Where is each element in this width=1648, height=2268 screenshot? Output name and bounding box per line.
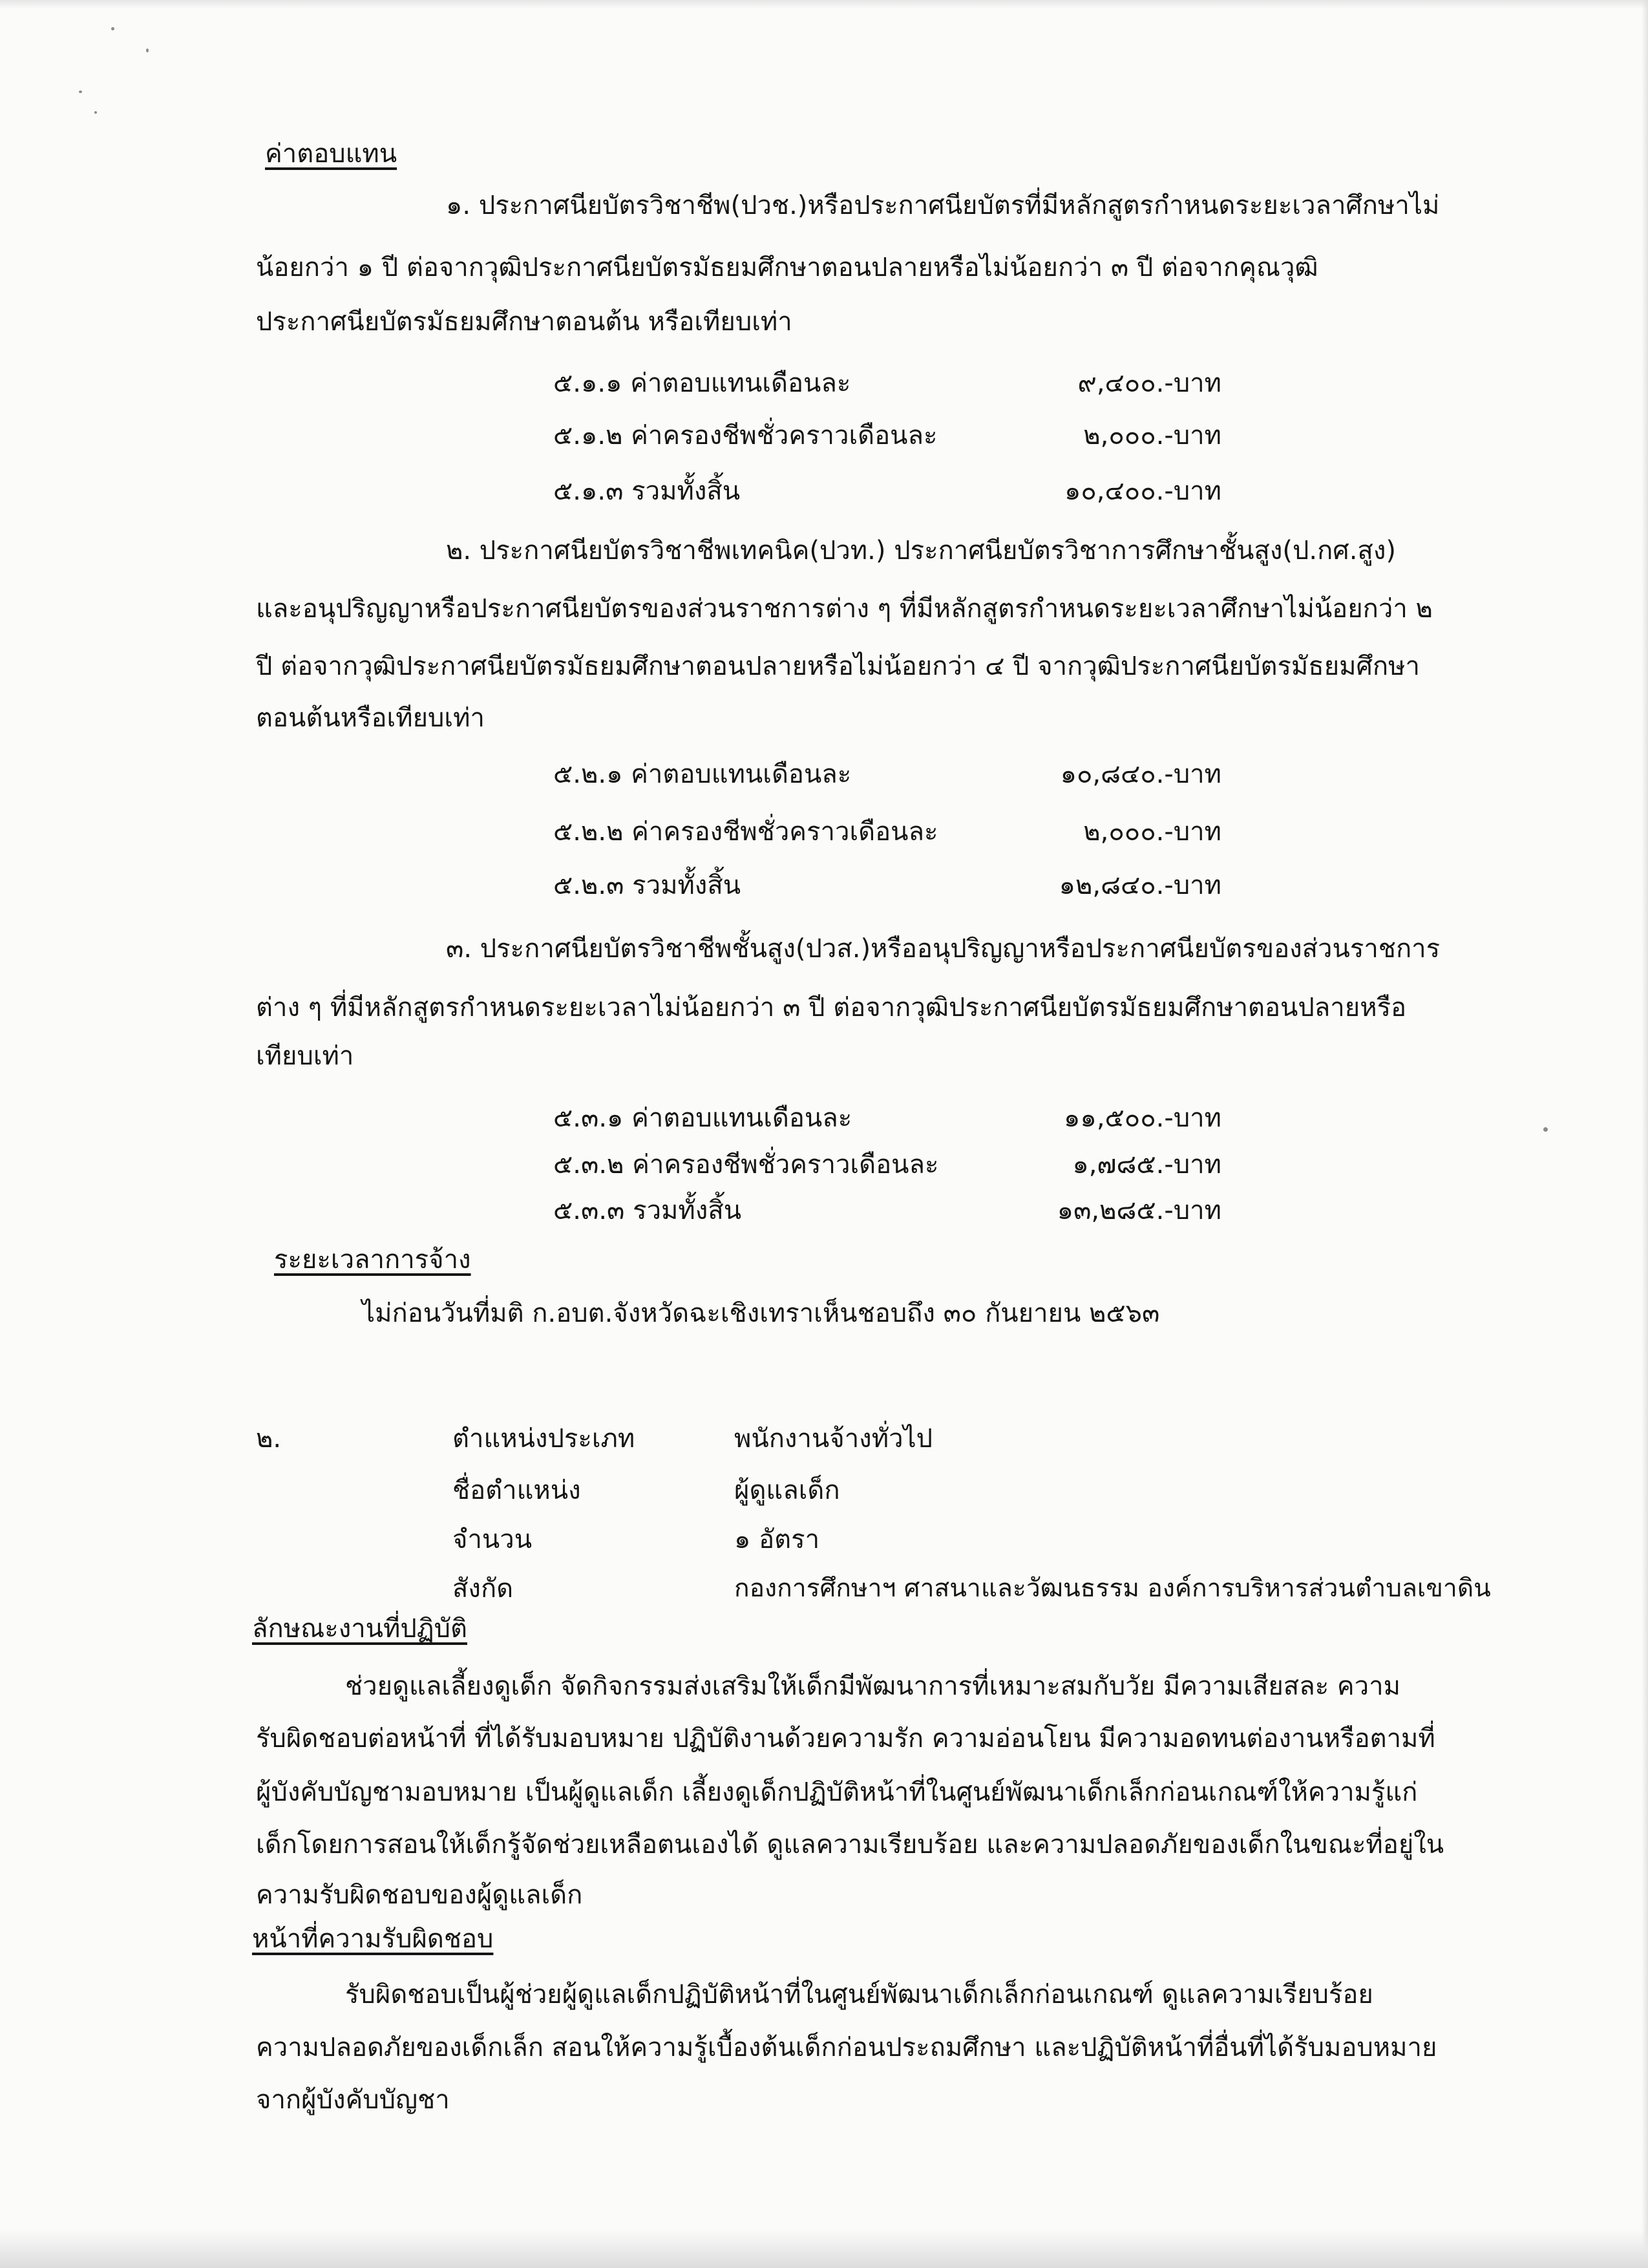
responsibilities-line: จากผู้บังคับบัญชา <box>256 2085 450 2115</box>
scan-speck <box>94 111 97 114</box>
item1-line1: ๑. ประกาศนียบัตรวิชาชีพ(ปวช.)หรือประกาศนียบัตรที่มีหลักสูตรกำหนดระยะเวลาศึกษาไม่ <box>446 191 1440 220</box>
pay-row-amount: ๒,๐๐๐.-บาท <box>1083 817 1221 847</box>
pay-row-amount: ๑๒,๘๔๐.-บาท <box>1059 871 1221 900</box>
position-number: ๒. <box>256 1424 282 1454</box>
scan-edge-top <box>0 0 1648 9</box>
pay-row-label: ๕.๒.๓ รวมทั้งสิ้น <box>553 871 741 900</box>
item2-line3: ปี ต่อจากวุฒิประกาศนียบัตรมัธยมศึกษาตอนปลายหรือไม่น้อยกว่า ๔ ปี จากวุฒิประกาศนียบัตรมัธยมศึกษา <box>256 652 1420 681</box>
pay-row-label: ๕.๑.๓ รวมทั้งสิ้น <box>553 476 741 506</box>
position-field-value: พนักงานจ้างทั่วไป <box>734 1424 933 1454</box>
pay-row-label: ๕.๓.๑ ค่าตอบแทนเดือนละ <box>553 1103 852 1133</box>
job-characteristics-line: ความรับผิดชอบของผู้ดูแลเด็ก <box>256 1880 583 1910</box>
pay-row-amount: ๑๐,๘๔๐.-บาท <box>1060 759 1221 789</box>
pay-row-amount: ๑๑,๕๐๐.-บาท <box>1064 1103 1221 1133</box>
position-field-value: กองการศึกษาฯ ศาสนาและวัฒนธรรม องค์การบริหารส่วนตำบลเขาดิน <box>734 1574 1491 1603</box>
position-field-label: สังกัด <box>452 1574 514 1604</box>
job-characteristics-line: เด็กโดยการสอนให้เด็กรู้จัดช่วยเหลือตนเองได้ ดูแลความเรียบร้อย และความปลอดภัยของเด็กในขณะที่อยู่ใน <box>256 1830 1444 1860</box>
heading-job-characteristics: ลักษณะงานที่ปฏิบัติ <box>252 1614 468 1644</box>
pay-row-amount: ๑๐,๔๐๐.-บาท <box>1064 476 1221 506</box>
position-field-label: ตำแหน่งประเภท <box>452 1424 635 1454</box>
pay-row-amount: ๑,๗๘๕.-บาท <box>1072 1150 1221 1180</box>
pay-row-label: ๕.๒.๒ ค่าครองชีพชั่วคราวเดือนละ <box>553 817 938 847</box>
job-characteristics-line: ผู้บังคับบัญชามอบหมาย เป็นผู้ดูแลเด็ก เลี้ยงดูเด็กปฏิบัติหน้าที่ในศูนย์พัฒนาเด็กเล็กก่อนเกณฑ์ให้ความรู้แก่ <box>256 1777 1418 1807</box>
scan-edge-bottom <box>0 2229 1648 2268</box>
position-field-value: ผู้ดูแลเด็ก <box>734 1476 840 1505</box>
item2-line1: ๒. ประกาศนียบัตรวิชาชีพเทคนิค(ปวท.) ประกาศนียบัตรวิชาการศึกษาชั้นสูง(ป.กศ.สูง) <box>446 536 1396 566</box>
item1-line3: ประกาศนียบัตรมัธยมศึกษาตอนต้น หรือเทียบเท่า <box>256 307 792 337</box>
item2-line4: ตอนต้นหรือเทียบเท่า <box>256 703 485 733</box>
position-field-label: จำนวน <box>452 1525 533 1554</box>
item2-line2: และอนุปริญญาหรือประกาศนียบัตรของส่วนราชการต่าง ๆ ที่มีหลักสูตรกำหนดระยะเวลาศึกษาไม่น้อยกว่า ๒ <box>256 594 1433 624</box>
employment-period-text: ไม่ก่อนวันที่มติ ก.อบต.จังหวัดฉะเชิงเทราเห็นชอบถึง ๓๐ กันยายน ๒๕๖๓ <box>362 1298 1160 1328</box>
pay-row-label: ๕.๑.๑ ค่าตอบแทนเดือนละ <box>553 368 851 398</box>
item1-line2: น้อยกว่า ๑ ปี ต่อจากวุฒิประกาศนียบัตรมัธยมศึกษาตอนปลายหรือไม่น้อยกว่า ๓ ปี ต่อจากคุณวุฒิ <box>256 253 1318 282</box>
responsibilities-line: รับผิดชอบเป็นผู้ช่วยผู้ดูแลเด็กปฏิบัติหน้าที่ในศูนย์พัฒนาเด็กเล็กก่อนเกณฑ์ ดูแลความเรียบร้อย <box>345 1980 1373 2009</box>
pay-row-amount: ๒,๐๐๐.-บาท <box>1083 421 1221 450</box>
item3-line2: ต่าง ๆ ที่มีหลักสูตรกำหนดระยะเวลาไม่น้อยกว่า ๓ ปี ต่อจากวุฒิประกาศนียบัตรมัธยมศึกษาตอนปลายหรือ <box>256 993 1407 1023</box>
job-characteristics-line: ช่วยดูแลเลี้ยงดูเด็ก จัดกิจกรรมส่งเสริมให้เด็กมีพัฒนาการที่เหมาะสมกับวัย มีความเสียสละ ความ <box>345 1671 1400 1701</box>
scan-speck <box>79 90 82 93</box>
pay-row-label: ๕.๑.๒ ค่าครองชีพชั่วคราวเดือนละ <box>553 421 938 450</box>
heading-compensation: ค่าตอบแทน <box>265 139 397 169</box>
responsibilities-line: ความปลอดภัยของเด็กเล็ก สอนให้ความรู้เบื้องต้นเด็กก่อนประถมศึกษา และปฏิบัติหน้าที่อื่นที่ได้รับมอบหมาย <box>256 2033 1437 2062</box>
scan-speck <box>1543 1127 1548 1132</box>
position-field-value: ๑ อัตรา <box>734 1525 820 1554</box>
job-characteristics-line: รับผิดชอบต่อหน้าที่ ที่ได้รับมอบหมาย ปฏิบัติงานด้วยความรัก ความอ่อนโยน มีความอดทนต่องานหรือตามที่ <box>256 1724 1435 1754</box>
pay-row-amount: ๑๓,๒๘๕.-บาท <box>1057 1196 1221 1225</box>
heading-responsibilities: หน้าที่ความรับผิดชอบ <box>252 1924 494 1954</box>
scan-speck <box>111 27 114 30</box>
position-field-label: ชื่อตำแหน่ง <box>452 1476 581 1505</box>
pay-row-label: ๕.๓.๒ ค่าครองชีพชั่วคราวเดือนละ <box>553 1150 939 1180</box>
pay-row-amount: ๙,๔๐๐.-บาท <box>1077 368 1221 398</box>
scan-edge-right <box>1642 0 1648 2268</box>
item3-line3: เทียบเท่า <box>256 1041 354 1071</box>
heading-employment-period: ระยะเวลาการจ้าง <box>274 1245 471 1275</box>
scan-speck <box>146 48 149 52</box>
pay-row-label: ๕.๓.๓ รวมทั้งสิ้น <box>553 1196 742 1225</box>
pay-row-label: ๕.๒.๑ ค่าตอบแทนเดือนละ <box>553 759 852 789</box>
item3-line1: ๓. ประกาศนียบัตรวิชาชีพชั้นสูง(ปวส.)หรืออนุปริญญาหรือประกาศนียบัตรของส่วนราชการ <box>446 934 1441 964</box>
